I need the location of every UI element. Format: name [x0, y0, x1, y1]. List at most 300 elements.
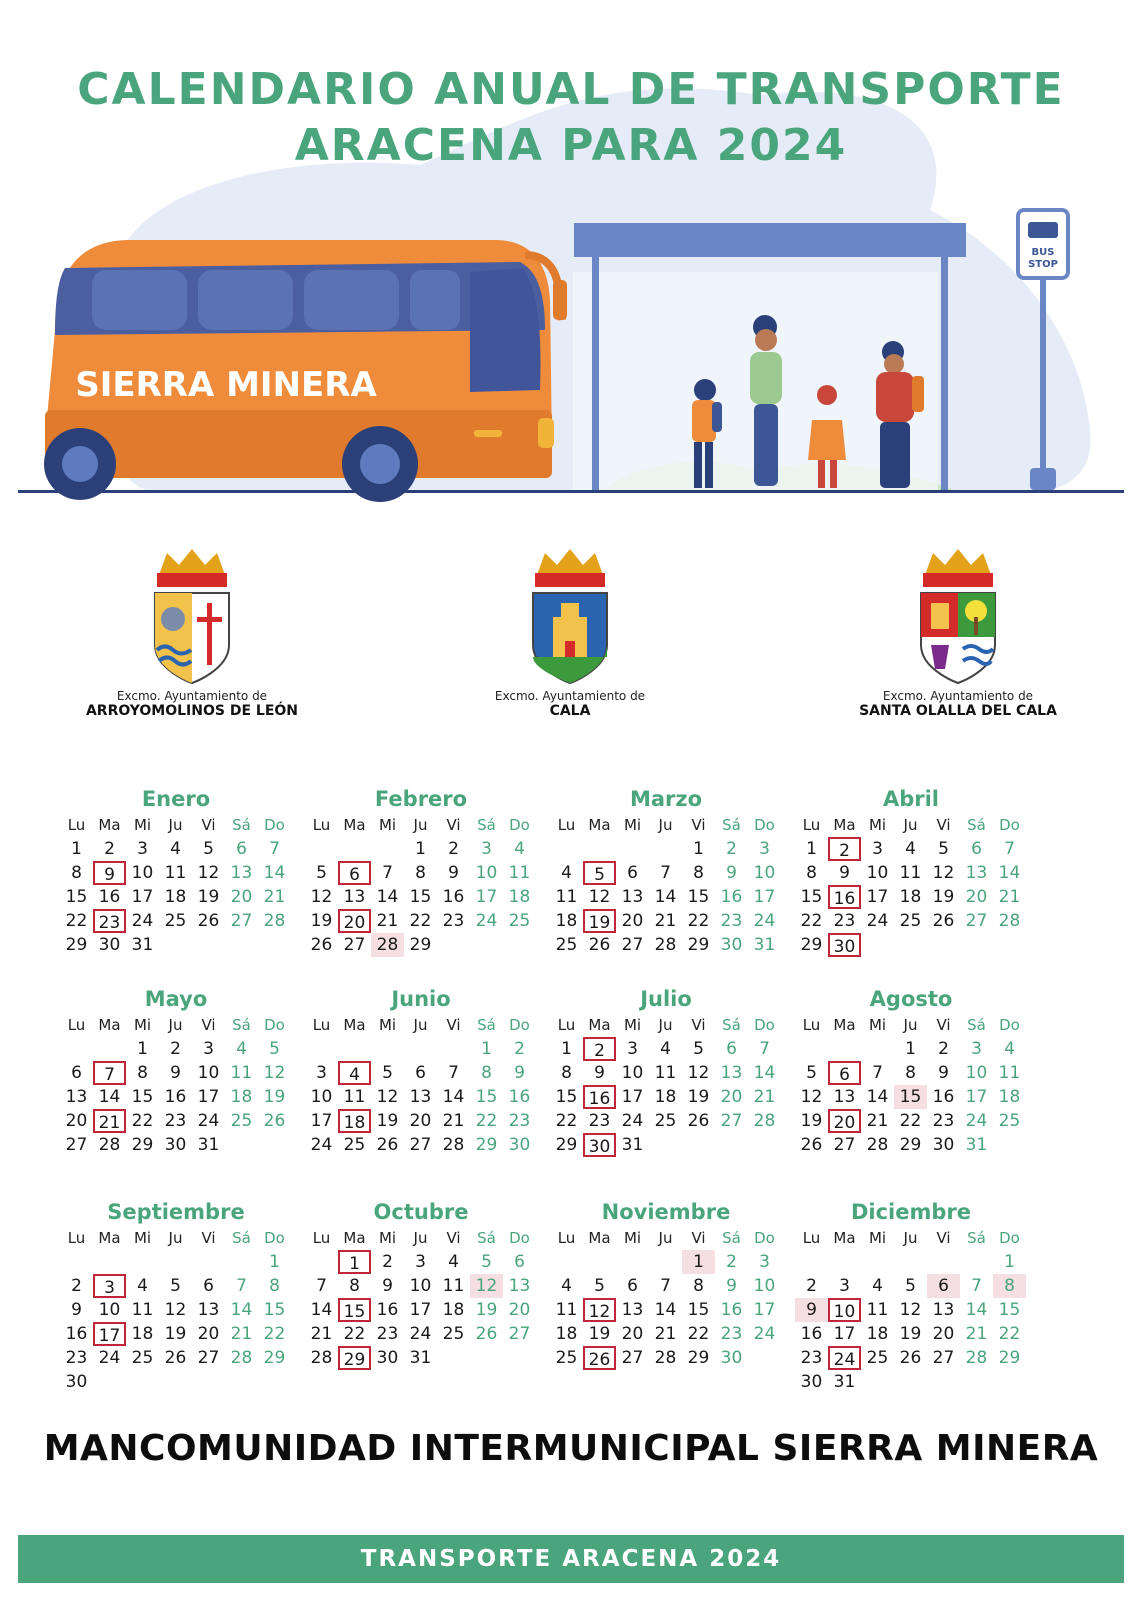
empty-cell [583, 1250, 616, 1274]
day: 23 [164, 1111, 187, 1131]
day: 3 [481, 839, 492, 859]
day: 5 [905, 1276, 916, 1296]
day: 19 [687, 1087, 710, 1107]
weekday-header: Ma [343, 1016, 366, 1034]
weekday-header: Ma [343, 1229, 366, 1247]
title-line-2: ARACENA PARA 2024 [294, 120, 848, 171]
month-name: Septiembre [107, 1200, 245, 1224]
day: 17 [310, 1111, 333, 1131]
empty-cell [159, 1250, 192, 1274]
day: 11 [164, 863, 187, 883]
empty-cell [861, 1250, 894, 1274]
day: 26 [310, 935, 333, 955]
weekday-header: Mi [868, 816, 887, 834]
day: 10 [475, 863, 498, 883]
day: 15 [555, 1087, 578, 1107]
weekday-header: Mi [133, 1229, 152, 1247]
day: 9 [839, 863, 850, 883]
day: 4 [561, 1276, 572, 1296]
day: 20 [720, 1087, 743, 1107]
bus-stop-text-1: BUS [1031, 247, 1055, 258]
weekday-header: Lu [312, 1229, 331, 1247]
day: 8 [806, 863, 817, 883]
day: 24 [409, 1324, 432, 1344]
day: 2 [806, 1276, 817, 1296]
day: 12 [164, 1300, 187, 1320]
day: 6 [971, 839, 982, 859]
day: 14 [310, 1300, 333, 1320]
day: 8 [349, 1276, 360, 1296]
weekday-header: Sá [232, 1016, 251, 1034]
day: 9 [938, 1063, 949, 1083]
service-day: 24 [828, 1346, 861, 1370]
service-day: 6 [828, 1061, 861, 1085]
weekday-header: Vi [936, 1016, 951, 1034]
day: 5 [203, 839, 214, 859]
day: 19 [376, 1111, 399, 1131]
crest-name: SANTA OLALLA DEL CALA [859, 703, 1057, 719]
weekday-header: Lu [67, 816, 86, 834]
weekday-header: Ma [588, 1016, 611, 1034]
day: 27 [965, 911, 988, 931]
day: 23 [932, 1111, 955, 1131]
weekday-header: Vi [691, 1016, 706, 1034]
day: 11 [866, 1300, 889, 1320]
service-day: 16 [583, 1085, 616, 1109]
day: 25 [899, 911, 922, 931]
day: 30 [800, 1372, 823, 1392]
day: 5 [938, 839, 949, 859]
day: 19 [475, 1300, 498, 1320]
service-day: 9 [93, 861, 126, 885]
weekday-header: Do [264, 1229, 285, 1247]
empty-cell [649, 837, 682, 861]
day: 29 [475, 1135, 498, 1155]
day: 25 [131, 1348, 154, 1368]
service-day: 30 [583, 1133, 616, 1157]
day: 18 [164, 887, 187, 907]
ground-line [18, 490, 1124, 493]
day-grid [60, 1226, 291, 1394]
day: 22 [687, 1324, 710, 1344]
day: 14 [753, 1063, 776, 1083]
day: 21 [310, 1324, 333, 1344]
month-noviembre [550, 1198, 782, 1370]
bus [44, 240, 567, 502]
coat-of-arms-icon [525, 545, 615, 685]
day: 17 [753, 1300, 776, 1320]
day: 11 [343, 1087, 366, 1107]
weekday-header: Ju [168, 1229, 183, 1247]
day: 17 [475, 887, 498, 907]
day: 27 [621, 935, 644, 955]
day: 22 [998, 1324, 1021, 1344]
day: 12 [588, 887, 611, 907]
day: 8 [693, 863, 704, 883]
day: 30 [720, 935, 743, 955]
day: 7 [448, 1063, 459, 1083]
weekday-header: Lu [312, 816, 331, 834]
day: 3 [872, 839, 883, 859]
day: 1 [561, 1039, 572, 1059]
holiday-day: 6 [927, 1274, 960, 1298]
service-day: 15 [338, 1298, 371, 1322]
day: 17 [621, 1087, 644, 1107]
day: 20 [508, 1300, 531, 1320]
month-name: Noviembre [601, 1200, 731, 1224]
day: 11 [998, 1063, 1021, 1083]
day: 8 [415, 863, 426, 883]
day: 8 [137, 1063, 148, 1083]
day: 29 [409, 935, 432, 955]
day: 3 [316, 1063, 327, 1083]
empty-cell [60, 1250, 93, 1274]
day-grid [305, 1226, 536, 1370]
weekday-header: Vi [201, 1229, 216, 1247]
day: 27 [65, 1135, 88, 1155]
empty-cell [338, 837, 371, 861]
day: 23 [800, 1348, 823, 1368]
day: 23 [442, 911, 465, 931]
day: 26 [475, 1324, 498, 1344]
day: 2 [726, 1252, 737, 1272]
weekday-header: Mi [378, 1016, 397, 1034]
month-name: Octubre [373, 1200, 469, 1224]
day: 28 [230, 1348, 253, 1368]
day: 21 [230, 1324, 253, 1344]
day: 22 [555, 1111, 578, 1131]
day: 28 [965, 1348, 988, 1368]
empty-cell [338, 1037, 371, 1061]
crest-prefix: Excmo. Ayuntamiento de [494, 689, 646, 703]
day: 26 [197, 911, 220, 931]
day: 11 [899, 863, 922, 883]
day: 15 [131, 1087, 154, 1107]
day: 6 [514, 1252, 525, 1272]
weekday-header: Mi [133, 1016, 152, 1034]
day: 6 [627, 863, 638, 883]
day: 14 [376, 887, 399, 907]
holiday-day: 1 [682, 1250, 715, 1274]
day: 19 [197, 887, 220, 907]
day: 31 [965, 1135, 988, 1155]
day: 17 [131, 887, 154, 907]
day: 30 [65, 1372, 88, 1392]
empty-cell [550, 837, 583, 861]
weekday-header: Mi [378, 816, 397, 834]
day: 10 [753, 1276, 776, 1296]
day: 26 [687, 1111, 710, 1131]
day: 21 [753, 1087, 776, 1107]
day: 21 [965, 1324, 988, 1344]
day: 2 [726, 839, 737, 859]
day: 21 [654, 1324, 677, 1344]
day: 22 [131, 1111, 154, 1131]
day: 29 [687, 935, 710, 955]
day: 19 [800, 1111, 823, 1131]
day: 29 [131, 1135, 154, 1155]
day: 27 [621, 1348, 644, 1368]
weekday-header: Lu [557, 1016, 576, 1034]
day: 18 [508, 887, 531, 907]
day: 1 [693, 839, 704, 859]
day: 3 [971, 1039, 982, 1059]
day: 16 [164, 1087, 187, 1107]
day: 18 [230, 1087, 253, 1107]
day: 9 [514, 1063, 525, 1083]
day: 27 [833, 1135, 856, 1155]
holiday-day: 8 [993, 1274, 1026, 1298]
day: 29 [998, 1348, 1021, 1368]
day: 8 [269, 1276, 280, 1296]
day: 9 [170, 1063, 181, 1083]
weekday-header: Vi [201, 1016, 216, 1034]
day: 2 [104, 839, 115, 859]
month-name: Agosto [869, 987, 953, 1011]
day: 22 [343, 1324, 366, 1344]
day: 24 [197, 1111, 220, 1131]
weekday-header: Lu [67, 1016, 86, 1034]
day: 6 [627, 1276, 638, 1296]
empty-cell [371, 1037, 404, 1061]
footer-title: MANCOMUNIDAD INTERMUNICIPAL SIERRA MINERA [43, 1428, 1099, 1469]
empty-cell [305, 837, 338, 861]
weekday-header: Do [509, 816, 530, 834]
day: 1 [269, 1252, 280, 1272]
day: 7 [971, 1276, 982, 1296]
day: 18 [899, 887, 922, 907]
day: 13 [343, 887, 366, 907]
day: 5 [269, 1039, 280, 1059]
day: 15 [409, 887, 432, 907]
month-enero [60, 785, 292, 957]
day: 24 [753, 1324, 776, 1344]
weekday-header: Sá [232, 816, 251, 834]
day: 20 [621, 911, 644, 931]
day: 22 [687, 911, 710, 931]
weekday-header: Vi [936, 1229, 951, 1247]
day: 19 [263, 1087, 286, 1107]
weekday-header: Ma [98, 1229, 121, 1247]
day: 3 [415, 1252, 426, 1272]
month-mayo [60, 985, 292, 1157]
weekday-header: Sá [722, 816, 741, 834]
service-day: 12 [583, 1298, 616, 1322]
month-name: Diciembre [850, 1200, 972, 1224]
day: 22 [800, 911, 823, 931]
day-grid [305, 1013, 536, 1157]
coat-of-arms-icon [147, 545, 237, 685]
day: 4 [1004, 1039, 1015, 1059]
crest-santa-olalla [808, 545, 1108, 719]
weekday-header: Sá [232, 1229, 251, 1247]
day: 25 [866, 1348, 889, 1368]
day: 13 [720, 1063, 743, 1083]
weekday-header: Mi [868, 1016, 887, 1034]
weekday-header: Vi [201, 816, 216, 834]
holiday-day: 15 [894, 1085, 927, 1109]
day: 28 [310, 1348, 333, 1368]
day: 31 [409, 1348, 432, 1368]
crest-name: ARROYOMOLINOS DE LEÓN [85, 703, 299, 719]
day-grid [550, 1226, 781, 1370]
day: 1 [137, 1039, 148, 1059]
empty-cell [649, 1250, 682, 1274]
day-grid [550, 813, 781, 957]
day: 8 [693, 1276, 704, 1296]
weekday-header: Ju [658, 816, 673, 834]
day: 27 [230, 911, 253, 931]
day: 11 [508, 863, 531, 883]
day: 19 [164, 1324, 187, 1344]
month-name: Abril [882, 787, 940, 811]
day: 8 [561, 1063, 572, 1083]
day: 24 [310, 1135, 333, 1155]
day: 20 [965, 887, 988, 907]
day: 7 [872, 1063, 883, 1083]
day: 14 [442, 1087, 465, 1107]
day: 5 [806, 1063, 817, 1083]
day: 23 [720, 1324, 743, 1344]
empty-cell [305, 1250, 338, 1274]
empty-cell [437, 1037, 470, 1061]
day: 27 [720, 1111, 743, 1131]
service-day: 30 [828, 933, 861, 957]
day: 28 [442, 1135, 465, 1155]
empty-cell [404, 1037, 437, 1061]
day: 21 [866, 1111, 889, 1131]
day: 4 [170, 839, 181, 859]
day: 24 [98, 1348, 121, 1368]
day: 21 [442, 1111, 465, 1131]
day: 14 [965, 1300, 988, 1320]
month-febrero [305, 785, 537, 957]
day: 27 [409, 1135, 432, 1155]
empty-cell [616, 1250, 649, 1274]
day: 3 [759, 1252, 770, 1272]
day: 28 [654, 1348, 677, 1368]
day: 27 [932, 1348, 955, 1368]
day: 23 [588, 1111, 611, 1131]
day: 27 [197, 1348, 220, 1368]
day: 25 [164, 911, 187, 931]
empty-cell [93, 1250, 126, 1274]
day: 10 [621, 1063, 644, 1083]
day: 4 [236, 1039, 247, 1059]
day: 13 [197, 1300, 220, 1320]
day: 25 [230, 1111, 253, 1131]
day: 16 [376, 1300, 399, 1320]
day: 20 [621, 1324, 644, 1344]
day: 28 [998, 911, 1021, 931]
day: 8 [71, 863, 82, 883]
day: 15 [65, 887, 88, 907]
day: 15 [475, 1087, 498, 1107]
day: 30 [508, 1135, 531, 1155]
empty-cell [795, 1250, 828, 1274]
day-grid [795, 813, 1026, 957]
month-name: Julio [640, 987, 692, 1011]
day: 1 [481, 1039, 492, 1059]
day: 28 [98, 1135, 121, 1155]
crest-cala [420, 545, 720, 719]
weekday-header: Lu [557, 816, 576, 834]
day: 13 [230, 863, 253, 883]
day: 12 [310, 887, 333, 907]
service-day: 7 [93, 1061, 126, 1085]
day: 21 [654, 911, 677, 931]
day: 17 [866, 887, 889, 907]
weekday-header: Ma [98, 816, 121, 834]
day-grid [60, 1013, 291, 1157]
day-grid [60, 813, 291, 957]
holiday-day: 9 [795, 1298, 828, 1322]
weekday-header: Lu [802, 1016, 821, 1034]
weekday-header: Ma [588, 816, 611, 834]
day: 18 [866, 1324, 889, 1344]
day: 25 [555, 935, 578, 955]
day: 10 [753, 863, 776, 883]
day: 22 [263, 1324, 286, 1344]
crest-arroyomolinos [42, 545, 342, 719]
day: 6 [71, 1063, 82, 1083]
day: 4 [561, 863, 572, 883]
day: 1 [415, 839, 426, 859]
day: 4 [514, 839, 525, 859]
day: 16 [720, 1300, 743, 1320]
day: 17 [197, 1087, 220, 1107]
day: 31 [753, 935, 776, 955]
day: 7 [759, 1039, 770, 1059]
day: 19 [932, 887, 955, 907]
day: 23 [720, 911, 743, 931]
day: 14 [654, 887, 677, 907]
day: 19 [899, 1324, 922, 1344]
day: 13 [932, 1300, 955, 1320]
day: 23 [376, 1324, 399, 1344]
day: 13 [621, 1300, 644, 1320]
day: 28 [753, 1111, 776, 1131]
day: 16 [65, 1324, 88, 1344]
day: 31 [621, 1135, 644, 1155]
day: 14 [654, 1300, 677, 1320]
title-line-1: CALENDARIO ANUAL DE TRANSPORTE [77, 64, 1065, 115]
day: 31 [197, 1135, 220, 1155]
day: 3 [203, 1039, 214, 1059]
day: 9 [594, 1063, 605, 1083]
weekday-header: Ju [903, 1229, 918, 1247]
weekday-header: Mi [868, 1229, 887, 1247]
day: 28 [654, 935, 677, 955]
day: 3 [839, 1276, 850, 1296]
day: 13 [508, 1276, 531, 1296]
month-name: Enero [141, 787, 211, 811]
day: 2 [170, 1039, 181, 1059]
weekday-header: Ma [98, 1016, 121, 1034]
day: 16 [98, 887, 121, 907]
day: 16 [508, 1087, 531, 1107]
day: 18 [998, 1087, 1021, 1107]
day-grid [550, 1013, 781, 1157]
crest-prefix: Excmo. Ayuntamiento de [882, 689, 1034, 703]
weekday-header: Vi [691, 816, 706, 834]
day: 11 [131, 1300, 154, 1320]
weekday-header: Ju [413, 816, 428, 834]
crest-prefix: Excmo. Ayuntamiento de [116, 689, 268, 703]
month-agosto [795, 985, 1027, 1157]
day: 31 [131, 935, 154, 955]
day: 2 [514, 1039, 525, 1059]
